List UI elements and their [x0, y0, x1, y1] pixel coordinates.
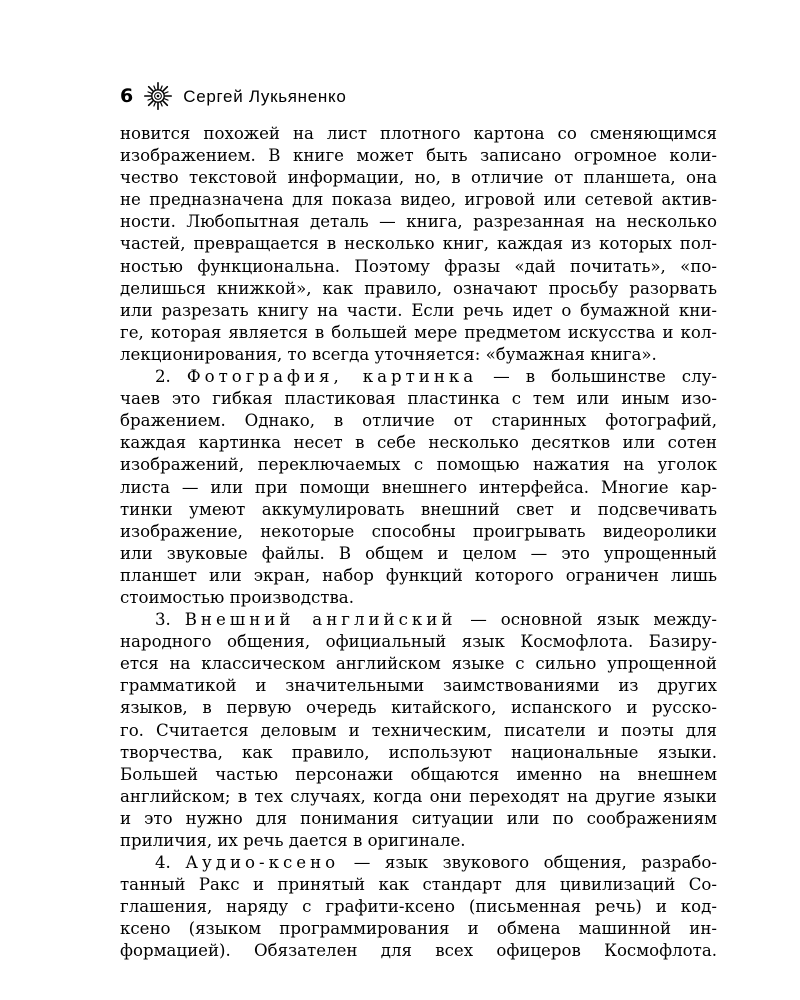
text-block — [120, 123, 717, 963]
text-line: листа — или при помощи внешнего интерфейса. Многие кар- — [120, 477, 717, 497]
ornament-ray — [154, 103, 155, 106]
text-line: Большей частью персонажи общаются именно на внешнем — [120, 764, 717, 784]
text-line: делишься книжкой», как правило, означают просьбу разорвать — [120, 278, 717, 298]
ornament-ray — [149, 87, 153, 91]
ornament-ray — [165, 92, 168, 93]
ornament-ray — [161, 103, 162, 106]
text-line: приличия, их речь дается в оригинале. — [120, 831, 466, 850]
term: Внешний английский — [184, 610, 457, 630]
text-line-item-3 — [120, 609, 717, 631]
text-line: частей, превращается в несколько книг, каждая из которых пол- — [120, 234, 717, 254]
text-line: творчества, как правило, используют национальные языки. — [120, 742, 717, 762]
line-text: — язык звукового общения, разрабо- — [339, 853, 717, 873]
text-line-item-2 — [120, 366, 717, 388]
text-line: ности. Любопытная деталь — книга, разрезанная на несколько — [120, 212, 717, 232]
text-line-item-4 — [120, 852, 717, 874]
author-name: Сергей Лукьяненко — [183, 86, 347, 106]
ornament-ray — [149, 101, 153, 105]
text-line: ностью функциональна. Поэтому фразы «дай почитать», «по- — [120, 256, 717, 276]
ornament-ray — [161, 86, 162, 89]
line-text: — в большинстве слу- — [477, 367, 717, 387]
text-line: изображением. В книге может быть записано огромное коли- — [120, 146, 717, 166]
item-number: 4. — [155, 853, 171, 873]
text-line: языков, в первую очередь китайского, испанского и русско- — [120, 698, 717, 718]
item-number: 3. — [155, 610, 171, 630]
term: Фотография, картинка — [186, 367, 478, 387]
text-line: тинки умеют аккумулировать внешний свет и подсвечивать — [120, 499, 717, 519]
text-line: грамматикой и значительными заимствованиями из других — [120, 676, 717, 696]
ornament-ray — [148, 92, 151, 93]
running-head — [120, 80, 346, 112]
text-line: глашения, наряду с графити-ксено (письменная речь) и код- — [120, 897, 717, 917]
text-line: стоимостью производства. — [120, 587, 354, 607]
term: Аудио-ксено — [185, 853, 340, 873]
text-line: го. Считается деловым и техническим, писатели и поэты для — [120, 720, 717, 740]
page-number: 6 — [120, 84, 134, 107]
text-line: или разрезать книгу на части. Если речь идет о бумажной кни- — [120, 300, 717, 320]
ornament-ray — [148, 99, 151, 100]
text-line: или звуковые файлы. В общем и целом — это упрощенный — [120, 543, 717, 563]
text-line: ге, которая является в большей мере предметом искусства и кол- — [120, 322, 717, 342]
ornament-ray — [163, 87, 167, 91]
text-line: планшет или экран, набор функций которого ограничен лишь — [120, 565, 717, 585]
text-line: не предназначена для показа видео, игровой или сетевой актив- — [120, 190, 717, 210]
text-line: и это нужно для понимания ситуации или по соображениям — [120, 808, 717, 828]
text-line: ется на классическом английском языке с сильно упрощенной — [120, 654, 717, 674]
text-line: изображение, некоторые способны проигрывать видеоролики — [120, 521, 717, 541]
text-line: ксено (языком программирования и обмена машинной ин- — [120, 919, 717, 939]
text-line: народного общения, официальный язык Космофлота. Базиру- — [120, 632, 717, 652]
text-line: каждая картинка несет в себе несколько десятков или сотен — [120, 433, 717, 453]
text-line: танный Ракс и принятый как стандарт для цивилизаций Со- — [120, 875, 717, 895]
text-line: чество текстовой информации, но, в отличие от планшета, она — [120, 168, 717, 188]
item-number: 2. — [155, 367, 171, 387]
ornament-ray — [165, 99, 168, 100]
text-line: лекционирования, то всегда уточняется: «бумажная книга». — [120, 344, 657, 364]
line-text: — основной язык между- — [456, 610, 718, 630]
ornament-ray — [163, 101, 167, 105]
text-line: формацией). Обязателен для всех офицеров Космофлота. — [120, 941, 717, 961]
text-line: чаев это гибкая пластиковая пластинка с тем или иным изо- — [120, 389, 717, 409]
text-line: бражением. Однако, в отличие от старинных фотографий, — [120, 411, 717, 431]
text-line: английском; в тех случаях, когда они переходят на другие языки — [120, 786, 717, 806]
text-line: изображений, переключаемых с помощью нажатия на уголок — [120, 455, 717, 475]
text-line: новится похожей на лист плотного картона со сменяющимся — [120, 124, 717, 143]
ornament-ray — [154, 86, 155, 89]
sunburst-ornament-icon — [144, 82, 172, 110]
